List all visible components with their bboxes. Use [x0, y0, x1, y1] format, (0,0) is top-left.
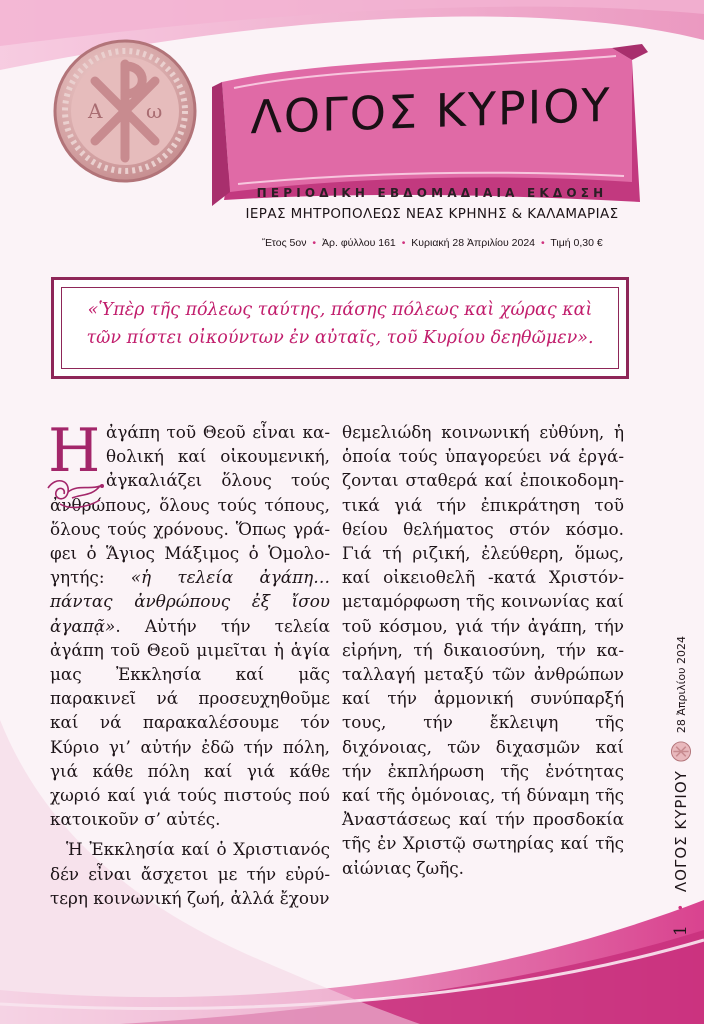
paragraph-text: . Αὐτήν τήν τελεία ἀγάπη τοῦ Θεοῦ μιμεῖται ἡ ἁγία μας Ἐκκλησία καί μᾶς παρακινεῖ νά προσευχηθοῦμε καί νά παρακαλέσουμε τόν Κύριο γι’ αὐτήν ἐδῶ τήν πόλη, γιά κάθε πόλη καί γιά κάθε χωριό καί γιά τούς πιστούς πού κατοικοῦν σ’ αὐτές.: [50, 615, 330, 830]
separator-dot: •: [312, 237, 317, 249]
issue-price: Τιμή 0,30 €: [550, 237, 603, 249]
chi-rho-emblem: [50, 36, 200, 186]
sidebar-date: 28 Ἀπριλίου 2024: [674, 636, 688, 734]
svg-text:A: A: [88, 99, 103, 123]
vertical-sidebar: [651, 636, 691, 946]
maximus-quote: «ἡ τελεία ἀγάπη… πάντας ἀνθρώπους ἐξ ἴσου ἀγαπᾷ»: [50, 567, 331, 636]
article-column-left: [48, 416, 331, 910]
issue-date: Κυριακή 28 Ἀπριλίου 2024: [411, 237, 536, 249]
flourish-ornament-icon: [42, 474, 108, 518]
prayer-quote-box: [51, 277, 629, 379]
paragraph-text: ἀγάπη τοῦ Θεοῦ εἶναι καθολική καί οἰκουμενική, ἀγκαλιάζει ὅλους τούς ἀνθρώπους, ὅλους τούς τόπους, ὅλους τούς χρόνους. Ὅπως γράφει ὁ Ἅγιος Μάξιμος ὁ Ὁμολογητής:: [50, 422, 330, 588]
issue-number: Ἀρ. φύλλου 161: [322, 237, 396, 249]
svg-text:ω: ω: [146, 99, 163, 123]
issue-year: Ἔτος 5ον: [262, 237, 307, 249]
chi-rho-small-icon: [670, 741, 692, 762]
separator-dot: •: [540, 237, 545, 249]
masthead-title: ΛΟΓΟΣ ΚΥΡΙΟΥ: [250, 77, 612, 145]
article-paragraph: [48, 416, 331, 831]
drop-cap: [48, 416, 101, 486]
article-paragraph: θεμελιώδη κοινωνική εὐθύνη, ἡ ὁποία τούς ὑπαγορεύει νά ἐργάζονται σταθερά καί ἐποικοδομητικά γιά τήν ἐπικράτηση τοῦ θείου θελήματος στόν κόσμο. Γιά τή ριζική, ἐλεύθερη, ὅμως, καί οἰκειοθελῆ -κατά Χριστόν- μεταμόρφωση τῆς κοινωνίας καί τοῦ κόσμου, γιά τήν ἀγάπη, τήν εἰρήνη, τή δικαιοσύνη, τήν καταλλαγή μεταξύ τῶν ἀνθρώπων καί τήν ἁρμονική συνύπαρξή τους, τήν ἔκλειψη τῆς διχόνοιας, τῶν διχασμῶν καί τήν ἐκπλήρωση τῆς ἑνότητας καί τῆς ὁμόνοιας, τή δύναμη τῆς Ἀναστάσεως καί τήν προσδοκία τῆς ἐν Χριστῷ σωτηρίας καί τῆς αἰώνιας ζωῆς.: [342, 422, 624, 878]
prayer-quote: «Ὑπὲρ τῆς πόλεως ταύτης, πάσης πόλεως καὶ χώρας καὶ τῶν πίστει οἰκούντων ἐν αὐταῖς, τοῦ Κυρίου δεηθῶμεν».: [86, 300, 594, 348]
article-paragraph: Ἡ Ἐκκλησία καί ὁ Χριστιανός δέν εἶναι ἄσχετοι με τήν εὐρύτερη κοινωνική ζωή, ἀλλά ἔχουν: [50, 839, 330, 908]
page-number: 1: [671, 925, 691, 936]
drop-cap-letter: Η: [48, 416, 101, 486]
article-column-right: [342, 420, 624, 880]
separator-dot: •: [401, 237, 406, 249]
separator-dot: •: [674, 904, 688, 912]
sidebar-title: ΛΟΓΟΣ ΚΥΡΙΟΥ: [672, 770, 690, 893]
issue-info: [262, 237, 603, 249]
publisher-line: ΙΕΡΑΣ ΜΗΤΡΟΠΟΛΕΩΣ ΝΕΑΣ ΚΡΗΝΗΣ & ΚΑΛΑΜΑΡΙΑΣ: [245, 206, 619, 222]
periodical-subtitle: ΠΕΡΙΟΔΙΚΗ ΕΒΔΟΜΑΔΙΑΙΑ ΕΚΔΟΣΗ: [256, 186, 608, 200]
